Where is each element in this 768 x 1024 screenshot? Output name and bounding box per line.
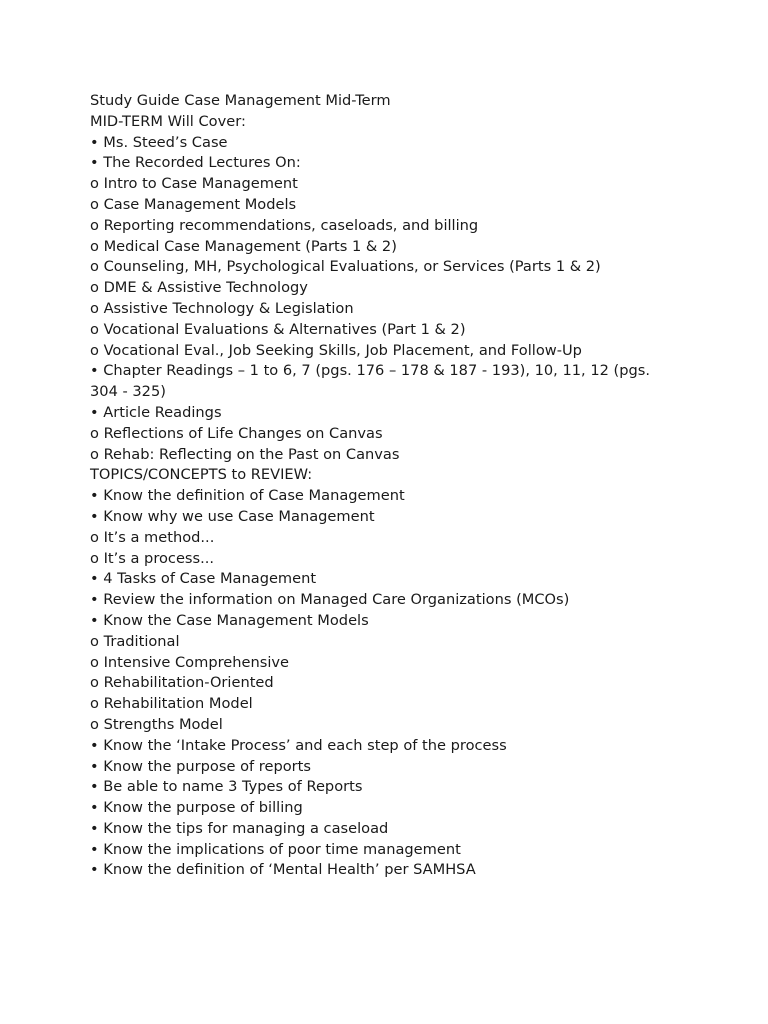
- document-title: Study Guide Case Management Mid-Term: [90, 92, 391, 109]
- sub-list-item: o Rehabilitation Model: [90, 695, 253, 713]
- section-heading-midterm: MID-TERM Will Cover:: [90, 112, 246, 130]
- list-item: • 4 Tasks of Case Management: [90, 570, 317, 588]
- list-item: • Article Readings: [90, 403, 222, 421]
- sub-list-item: o Intensive Comprehensive: [90, 653, 289, 671]
- sub-list-item: o It’s a method...: [90, 528, 215, 546]
- sub-list-item: o Reporting recommendations, caseloads, and billing: [90, 216, 479, 234]
- sub-list-item: o Vocational Evaluations & Alternatives (Part 1 & 2): [90, 320, 466, 338]
- sub-list-item: o Rehab: Reflecting on the Past on Canvas: [90, 445, 400, 463]
- sub-list-item: o It’s a process...: [90, 549, 215, 567]
- list-item: • Know the ‘Intake Process’ and each step of the process: [90, 736, 507, 754]
- list-item-continuation: 304 - 325): [90, 383, 166, 401]
- section-heading-topics: TOPICS/CONCEPTS to REVIEW:: [90, 466, 313, 484]
- list-item: • Know the definition of Case Management: [90, 487, 405, 505]
- list-item: • The Recorded Lectures On:: [90, 154, 301, 172]
- list-item: • Chapter Readings – 1 to 6, 7 (pgs. 176 – 178 & 187 - 193), 10, 11, 12 (pgs.: [90, 362, 650, 380]
- list-item: • Know the purpose of billing: [90, 799, 303, 817]
- list-item: • Know the tips for managing a caseload: [90, 819, 389, 837]
- list-item: • Be able to name 3 Types of Reports: [90, 778, 363, 796]
- list-item: • Know the purpose of reports: [90, 757, 311, 775]
- list-item: • Ms. Steed’s Case: [90, 133, 228, 151]
- list-item: • Know the implications of poor time management: [90, 840, 461, 858]
- sub-list-item: o Vocational Eval., Job Seeking Skills, Job Placement, and Follow-Up: [90, 341, 582, 359]
- list-item: • Review the information on Managed Care Organizations (MCOs): [90, 591, 570, 609]
- document-body: [90, 91, 690, 881]
- sub-list-item: o Strengths Model: [90, 715, 223, 733]
- sub-list-item: o Case Management Models: [90, 195, 297, 213]
- sub-list-item: o Assistive Technology & Legislation: [90, 299, 354, 317]
- sub-list-item: o Rehabilitation-Oriented: [90, 674, 274, 692]
- sub-list-item: o Traditional: [90, 632, 180, 650]
- list-item: • Know the definition of ‘Mental Health’ per SAMHSA: [90, 861, 476, 879]
- sub-list-item: o Intro to Case Management: [90, 175, 298, 193]
- sub-list-item: o Reflections of Life Changes on Canvas: [90, 424, 383, 442]
- list-item: • Know why we use Case Management: [90, 507, 375, 525]
- list-item: • Know the Case Management Models: [90, 611, 369, 629]
- sub-list-item: o DME & Assistive Technology: [90, 279, 308, 297]
- sub-list-item: o Counseling, MH, Psychological Evaluations, or Services (Parts 1 & 2): [90, 258, 601, 276]
- sub-list-item: o Medical Case Management (Parts 1 & 2): [90, 237, 397, 255]
